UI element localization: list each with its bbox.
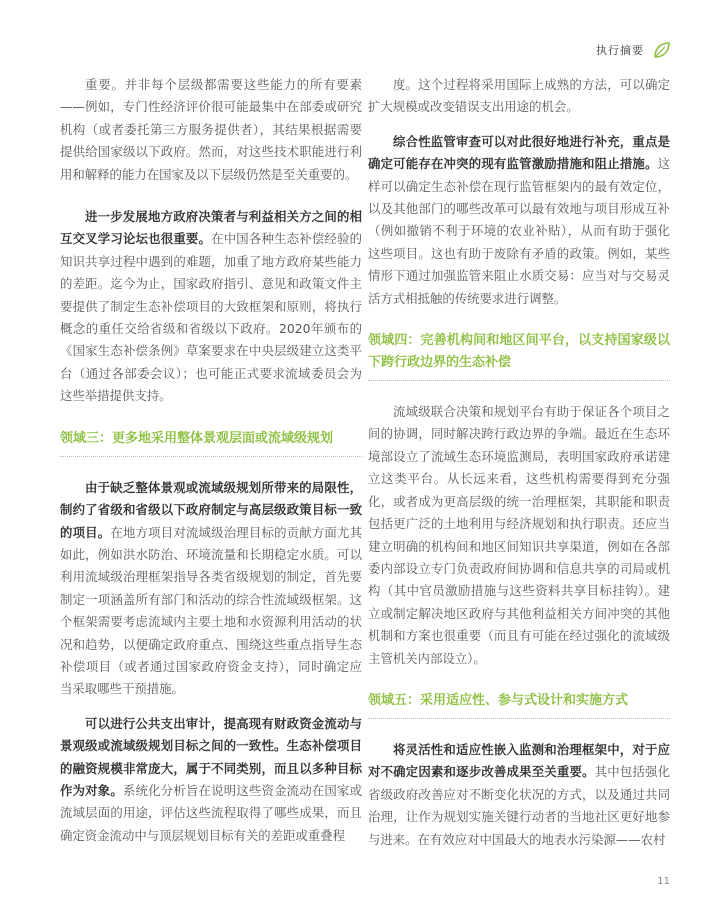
paragraph — [60, 206, 362, 408]
page-number: 11 — [657, 876, 670, 887]
paragraph-body: 在中国各种生态补偿经验的知识共享过程中遇到的难题，加重了地方政府某些能力的差距。迄今为止，国家政府指引、意见和政策文件主要提供了制定生态补偿项目的大致框架和原则，将执行概念的重任交给省级和省级以下政府。2020年颁布的《国家生态补偿条例》草案要求在中央层级建立这类平台（通过各部委会议）；也可能正式要求流域委员会为这些举措提供支持。 — [60, 231, 363, 404]
paragraph-body: 系统化分析旨在说明这些资金流动在国家或流域层面的用途，评估这些流程取得了哪些成果，而且确定资金流动中与顶层规划目标有关的差距或重叠程 — [60, 782, 363, 843]
paragraph — [368, 739, 670, 851]
paragraph: 度。这个过程将采用国际上成熟的方法，可以确定扩大规模或改变错误支出用途的机会。 — [368, 77, 670, 115]
paragraph-body: 这样可以确定生态补偿在现行监管框架内的最有效定位，以及其他部门的哪些改革可以最有效地与项目形成互补（例如撤销不利于环境的农业补贴），从而有助于强化这些项目。这也有助于废除有矛盾的政策。例如，某些情形下通过加强监管来阻止水质交易：应当对与交易灵活方式相抵触的传统要求进行调整。 — [368, 156, 670, 306]
bold-lead: 由于缺乏整体景观或流域级规划所带来的局限性，制约了省级和省级以下政府制定与高层级政策目标一致的项目。 — [60, 479, 362, 540]
paragraph-body: 在地方项目对流域级治理目标的贡献方面尤其如此，例如洪水防治、环境流量和长期稳定水质。可以利用流域级治理框架指导各类省级规划的制定，首先要制定一项涵盖所有部门和活动的综合性流域级框架。这个框架需要考虑流域内主要土地和水资源利用活动的状况和趋势，以便确定政府重点、围绕这些重点指导生态补偿项目（或者通过国家政府资金支持），同时确定应当采取哪些干预措施。 — [60, 524, 363, 697]
paragraph — [60, 713, 362, 847]
page-header — [0, 0, 710, 70]
section-heading: 领域三：更多地采用整体景观层面或流域级规划 — [60, 428, 362, 457]
paragraph: 重要。并非每个层级都需要这些能力的所有要素——例如，专门性经济评价很可能最集中在部委或研究机构（或者委托第三方服务提供者），其结果根据需要提供给国家级以下政府。然而，对这些技术职能进行利用和解释的能力在国家及以下层级仍然是至关重要的。 — [60, 77, 362, 182]
paragraph — [368, 131, 670, 310]
bold-lead: 综合性监管审查可以对此很好地进行补充，重点是确定可能存在冲突的现有监管激励措施和阻止措施。 — [368, 133, 670, 172]
section-label: 执行摘要 — [596, 44, 644, 57]
left-column — [60, 74, 362, 847]
leaf-icon — [652, 40, 672, 60]
paragraph: 流域级联合决策和规划平台有助于保证各个项目之间的协调，同时解决跨行政边界的争端。最近在生态环境部设立了流域生态环境监测局，表明国家政府承诺建立这类平台。从长远来看，这些机构需要得到充分强化，或者成为更高层级的统一治理框架，其职能和职责包括更广泛的土地利用与经济规划和执行职责。还应当建立明确的机构间和地区间知识共享渠道，例如在各部委内部设立专门负责政府间协调和信息共享的司局或机构（其中官员激励措施与这些资料共享目标挂钩）。建立或制定解决地区政府与其他利益相关方间冲突的其他机制和方案也很重要（而且有可能在经过强化的流域级主管机关内部设立）。 — [368, 404, 670, 666]
section-heading: 领域四：完善机构间和地区间平台，以支持国家级以下跨行政边界的生态补偿 — [368, 330, 670, 381]
right-column — [368, 74, 670, 851]
bold-lead: 进一步发展地方政府决策者与利益相关方之间的相互交叉学习论坛也很重要。 — [60, 209, 362, 247]
paragraph — [60, 477, 362, 701]
section-heading: 领域五：采用适应性、参与式设计和实施方式 — [368, 690, 670, 719]
bold-lead: 可以进行公共支出审计，提高现有财政资金流动与景观级或流域级规划目标之间的一致性。生态补偿项目的融资规模非常庞大，属于不同类别，而且以多种目标作为对象。 — [60, 715, 362, 798]
header-bar — [596, 40, 672, 60]
bold-lead: 将灵活性和适应性嵌入监测和治理框架中，对于应对不确定因素和逐步改善成果至关重要。 — [368, 741, 670, 780]
paragraph-body: 其中包括强化省级政府改善应对不断变化状况的方式，以及通过共同治理，让作为规划实施关键行动者的当地社区更好地参与进来。在有效应对中国最大的地表水污染源——农村 — [368, 764, 671, 847]
